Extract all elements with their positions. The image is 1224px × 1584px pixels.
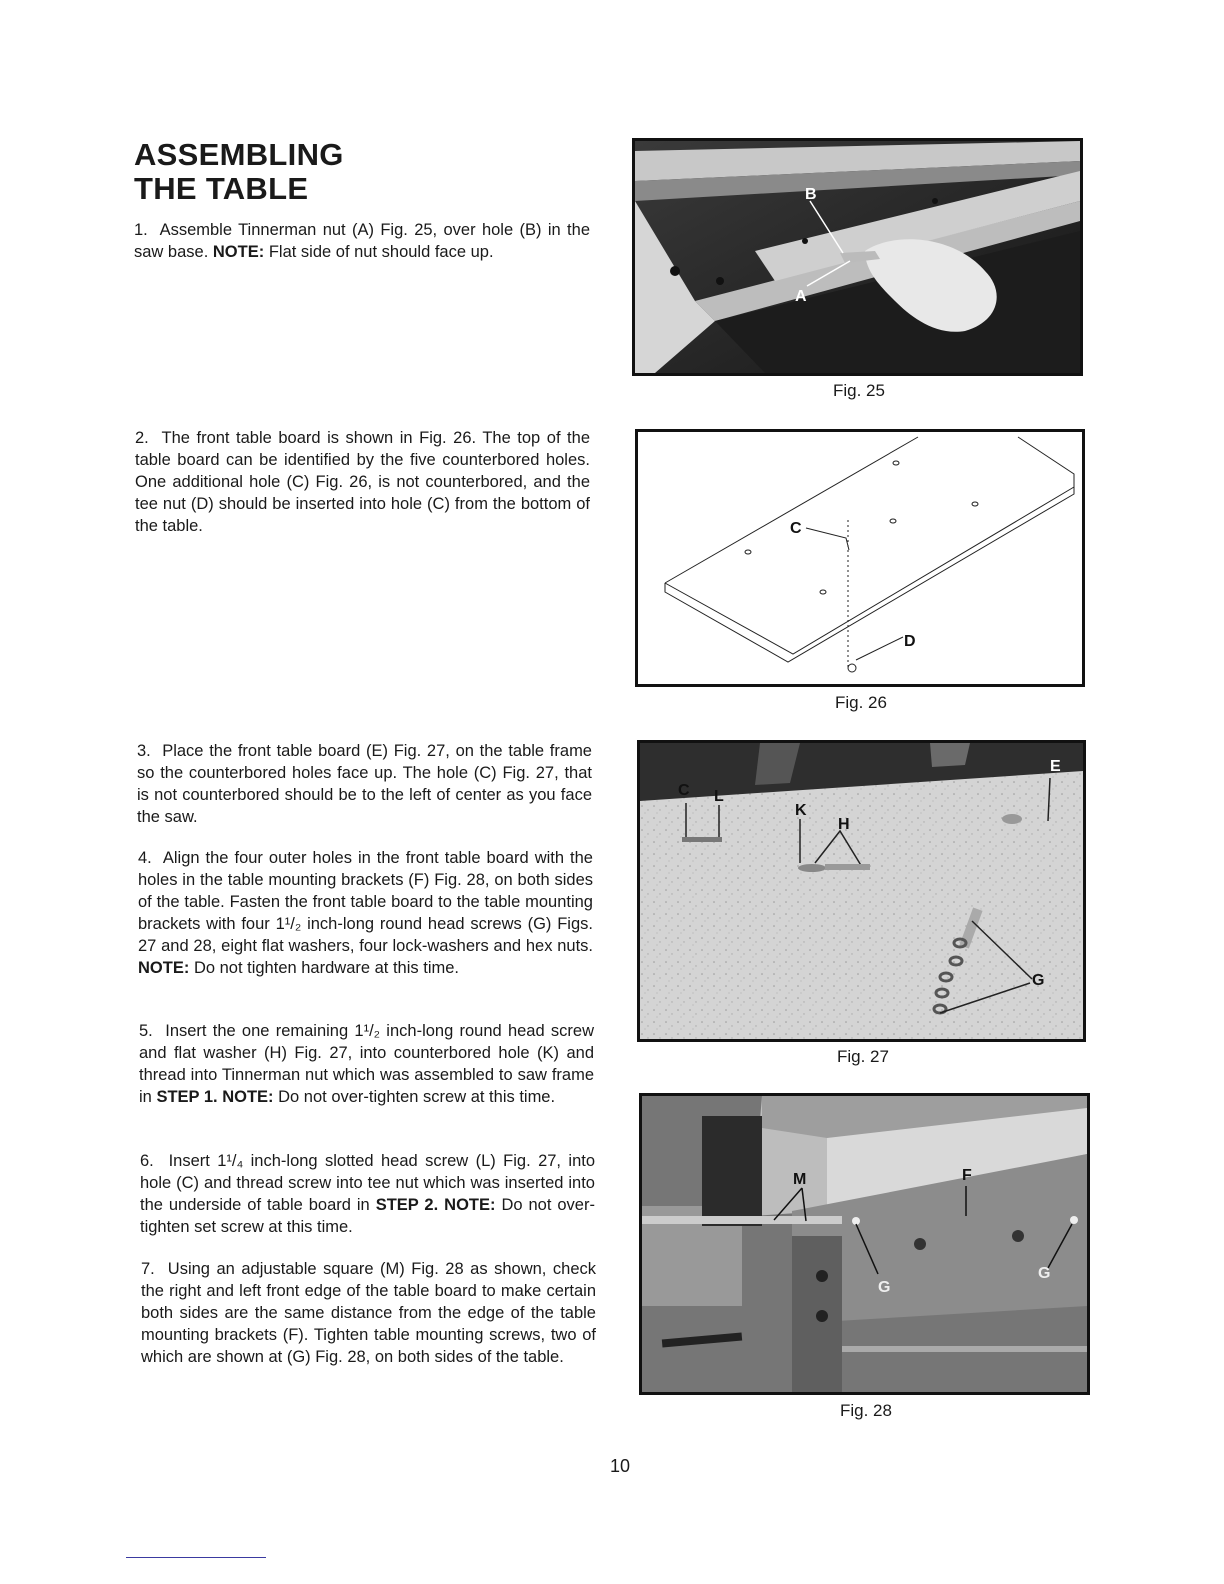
fig26-label-d: D — [904, 633, 916, 650]
fig27-label-e: E — [1050, 758, 1061, 775]
figure-27 — [637, 740, 1086, 1042]
fig28-label-m: M — [793, 1171, 807, 1188]
step-2: 2. The front table board is shown in Fig. 26. The top of the table board can be identified by the five counterbored holes. One additional hole (C) Fig. 26, is not counterbored, and the tee nut (D) should be inserted into hole (C) from the bottom of the table. — [135, 429, 590, 535]
figure-25-caption: Fig. 25 — [833, 381, 885, 400]
step-5: 5. Insert the one remaining 1¹/₂ inch-long round head screw and flat washer (H) Fig. 27, into counterbored hole (K) and thread into Tinnerman nut which was assembled to saw frame in STEP 1. NOTE: Do not over-tighten screw at this time. — [139, 1022, 594, 1106]
step-7: 7. Using an adjustable square (M) Fig. 28 as shown, check the right and left front edge of the table board to make certain both sides are the same distance from the edge of the table mounting brackets (F). Tighten table mounting screws, two of which are shown at (G) Fig. 28, on both sides of the table. — [141, 1260, 597, 1366]
step-4: 4. Align the four outer holes in the front table board with the holes in the table mounting brackets (F) Fig. 28, on both sides of the table. Fasten the front table board to the table mounting brackets with four 1¹/₂ inch-long round head screws (G) Figs. 27 and 28, eight flat washers, four lock-washers and hex nuts. NOTE: Do not tighten hardware at this time. — [138, 849, 593, 977]
fig25-label-a: A — [795, 288, 807, 305]
figure-28-caption: Fig. 28 — [840, 1401, 892, 1420]
figure-27-photo — [640, 743, 1083, 1039]
figure-25-photo — [635, 141, 1080, 373]
title-line-1: ASSEMBLING — [134, 137, 344, 172]
page-title — [134, 138, 344, 206]
fig27-label-g: G — [1032, 972, 1045, 989]
fig26-label-c: C — [790, 520, 802, 537]
fig27-label-l: L — [714, 788, 724, 805]
figure-28 — [639, 1093, 1090, 1395]
page-number: 10 — [609, 1456, 631, 1476]
step-3: 3. Place the front table board (E) Fig. 27, on the table frame so the counterbored holes face up. The hole (C) Fig. 27, that is not counterbored should be to the left of center as you face the saw. — [137, 742, 592, 826]
step-6: 6. Insert 1¹/₄ inch-long slotted head screw (L) Fig. 27, into hole (C) and thread screw into tee nut which was inserted into the underside of table board in STEP 2. NOTE: Do not over-tighten set screw at this time. — [140, 1152, 596, 1236]
fig28-label-g-right: G — [1038, 1265, 1051, 1282]
fig27-label-h: H — [838, 816, 850, 833]
figure-26-drawing — [638, 432, 1082, 684]
fig28-label-g-left: G — [878, 1279, 891, 1296]
fig27-label-c: C — [678, 782, 690, 799]
figure-26-caption: Fig. 26 — [835, 693, 887, 712]
fig27-label-k: K — [795, 802, 807, 819]
figure-27-caption: Fig. 27 — [837, 1047, 889, 1066]
fig25-label-b: B — [805, 186, 817, 203]
footer-rule — [126, 1557, 266, 1558]
figure-26 — [635, 429, 1085, 687]
step-1: 1. Assemble Tinnerman nut (A) Fig. 25, over hole (B) in the saw base. NOTE: Flat side of nut should face up. — [134, 221, 590, 261]
fig28-label-f: F — [962, 1167, 972, 1184]
figure-28-photo — [642, 1096, 1087, 1392]
figure-25 — [632, 138, 1083, 376]
title-line-2: THE TABLE — [134, 171, 309, 206]
